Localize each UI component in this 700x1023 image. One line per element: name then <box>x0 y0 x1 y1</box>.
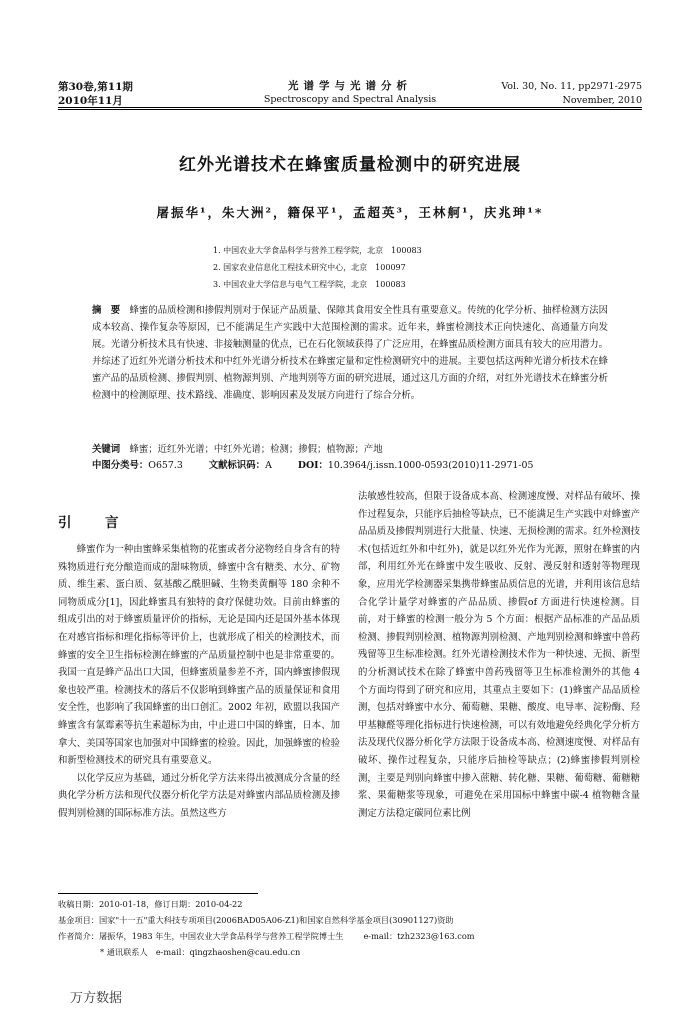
doi-label: DOI： <box>297 460 328 471</box>
doc-code-value: A <box>265 460 272 471</box>
abstract-label: 摘 要 <box>92 305 121 316</box>
footnote-corresponding: * 通讯联系人 e-mail：qingzhaoshen@cau.edu.cn <box>100 947 301 957</box>
journal-name-en: Spectroscopy and Spectral Analysis <box>263 94 437 105</box>
footnote-bio-email: e-mail：tzh2323@163.com <box>363 931 475 941</box>
journal-header <box>58 80 642 108</box>
abstract-text: 蜂蜜的品质检测和掺假判别对于保证产品质量、保障其食用安全性具有重要意义。传统的化学分析、抽样检测方法因成本较高、操作复杂等原因，已不能满足生产实践中大范围检测的需求。近年来，蜂蜜检测技术正向快速化、高通量方向发展。光谱分析技术具有快速、非接触测量的优点，已在石化领域获得了广泛应用，在蜂蜜品质检测方面具有较大的应用潜力。并综述了近红外光谱分析技术和中红外光谱分析技术在蜂蜜定量和定性检测研究中的进展。主要包括这两种光谱分析技术在蜂蜜产品的品质检测、掺假判别、植物源判别、产地判别等方面的研究进展，通过这几方面的介绍，对红外光谱技术在蜂蜜分析检测中的检测原理、技术路线、准确度、影响因素及发展方向进行了综合分析。 <box>92 305 608 401</box>
left-column <box>58 541 340 823</box>
keywords <box>92 442 608 457</box>
keywords-text: 蜂蜜；近红外光谱；中红外光谱；检测；掺假；植物源；产地 <box>129 444 383 455</box>
footnote-received: 收稿日期：2010-01-18，修订日期：2010-04-22 <box>58 899 243 909</box>
footnote-bio <box>58 928 642 944</box>
volume-pages: Vol. 30, No. 11, pp2971-2975 <box>501 81 642 92</box>
volume-date: November, 2010 <box>562 95 642 106</box>
watermark: 万方数据 <box>70 991 123 1006</box>
header-rule-second <box>58 109 642 110</box>
affiliation-item: 3. 中国农业大学信息与电气工程学院，北京 100083 <box>213 280 406 289</box>
abstract <box>92 303 608 404</box>
clc-value: O657.3 <box>148 460 183 471</box>
footnotes <box>58 896 642 960</box>
classification-line <box>92 458 608 473</box>
document-code <box>209 458 272 473</box>
clc-code <box>92 458 183 473</box>
doi <box>298 458 534 473</box>
author-list: 屠振华¹，朱大洲²，籍保平¹，孟超英³，王林舸¹，庆兆珅¹* <box>156 205 544 220</box>
affiliation-list <box>213 242 422 293</box>
footnote-fund: 基金项目：国家"十一五"重大科技专项项目(2006BAD05A06-Z1)和国家自然科学基金项目(30901127)资助 <box>58 915 454 925</box>
affiliation-item: 1. 中国农业大学食品科学与营养工程学院，北京 100083 <box>213 246 422 255</box>
clc-label: 中图分类号： <box>92 460 149 471</box>
doc-code-label: 文献标识码： <box>208 460 266 471</box>
article-title: 红外光谱技术在蜂蜜质量检测中的研究进展 <box>179 155 521 175</box>
right-column <box>358 488 640 822</box>
paragraph: 蜂蜜作为一种由蜜蜂采集植物的花蜜或者分泌物经自身含有的特殊物质进行充分酿造而成的甜味物质，蜂蜜中含有糖类、水分、矿物质、维生素、蛋白质、氨基酸乙酰胆碱、生物类黄酮等 180 余种不同物质成分[1]，因此蜂蜜具有独特的食疗保健功效。目前由蜂蜜的组成引出的对于蜂蜜质量评价的指标，无论是国内还是国外基本体现在对感官指标和理化指标等评价上，也就形成了相关的检测技术，而蜂蜜的安全卫生指标检测在蜂蜜的产品质量控制中也是非常重要的。我国一直是蜂产品出口大国，但蜂蜜质量参差不齐，国内蜂蜜掺假现象也较严重。检测技术的落后不仅影响到蜂蜜产品的质量保证和食用安全性，也影响了我国蜂蜜的出口创汇。2002 年初，欧盟以我国产蜂蜜含有氯霉素等抗生素超标为由，中止进口中国的蜂蜜，日本、加拿大、美国等国家也加强对中国蜂蜜的检验。因此，加强蜂蜜的检验和新型检测技术的研究具有重要意义。 <box>58 544 340 767</box>
issue-date: 2010年11月 <box>58 95 123 107</box>
journal-name-cn: 光谱学与光谱分析 <box>288 80 412 92</box>
section-heading: 引 言 <box>58 515 129 531</box>
keywords-label: 关键词 <box>92 444 121 455</box>
footnote-rule <box>58 893 258 894</box>
footnote-bio-text: 作者简介：屠振华，1983 年生，中国农业大学食品科学与营养工程学院博士生 <box>58 931 344 941</box>
affiliation-item: 2. 国家农业信息化工程技术研究中心，北京 100097 <box>213 263 406 272</box>
issue-volume: 第30卷,第11期 <box>58 81 133 93</box>
paragraph: 法敏感性较高，但限于设备成本高、检测速度慢、对样品有破坏、操作过程复杂，只能序后抽检等缺点，已不能满足生产实践中对蜂蜜产品品质及掺假判别进行大批量、快速、无损检测的需求。红外检测技术(包括近红外和中红外)，就是以红外光作为光源，照射在蜂蜜的内部，利用红外光在蜂蜜中发生吸收、反射、漫反射和透射等物理现象，应用光学检测器采集携带蜂蜜品质信息的光谱，并利用该信息结合化学计量学对蜂蜜的产品品质、掺假of 方面进行快速检测。目前，对于蜂蜜的检测一般分为 5 个方面：根据产品标准的产品品质检测、掺假判别检测、植物源判别检测、产地判别检测和蜂蜜中兽药残留等卫生标准检测。红外光谱检测技术作为一种快速、无损、新型的分析测试技术在除了蜂蜜中兽药残留等卫生标准检测外的其他 4 个方面均得到了研究和应用，其重点主要如下：(1)蜂蜜产品品质检测，包括对蜂蜜中水分、葡萄糖、果糖、酸度、电导率、淀粉酶、羟甲基糠醛等理化指标进行快速检测，可以有效地避免经典化学分析方法及现代仪器分析化学方法限于设备成本高、检测速度慢、对样品有破坏、操作过程复杂，只能序后抽检等缺点；(2)蜂蜜掺假判别检测，主要是判别向蜂蜜中掺入蔗糖、转化糖、果糖、葡萄糖、葡糖糖浆、果葡糖浆等现象，可避免在采用国标中蜂蜜中碳-4 植物糖含量测定方法稳定碳同位素比例 <box>358 491 640 819</box>
doi-value: 10.3964/j.issn.1000-0593(2010)11-2971-05 <box>327 460 534 471</box>
paragraph: 以化学反应为基础，通过分析化学方法来得出被测成分含量的经典化学分析方法和现代仪器分析化学方法是对蜂蜜内部品质检测及掺假判别检测的国际标准方法。虽然这些方 <box>58 772 340 819</box>
header-rule <box>58 107 642 108</box>
volume-info <box>501 80 642 108</box>
